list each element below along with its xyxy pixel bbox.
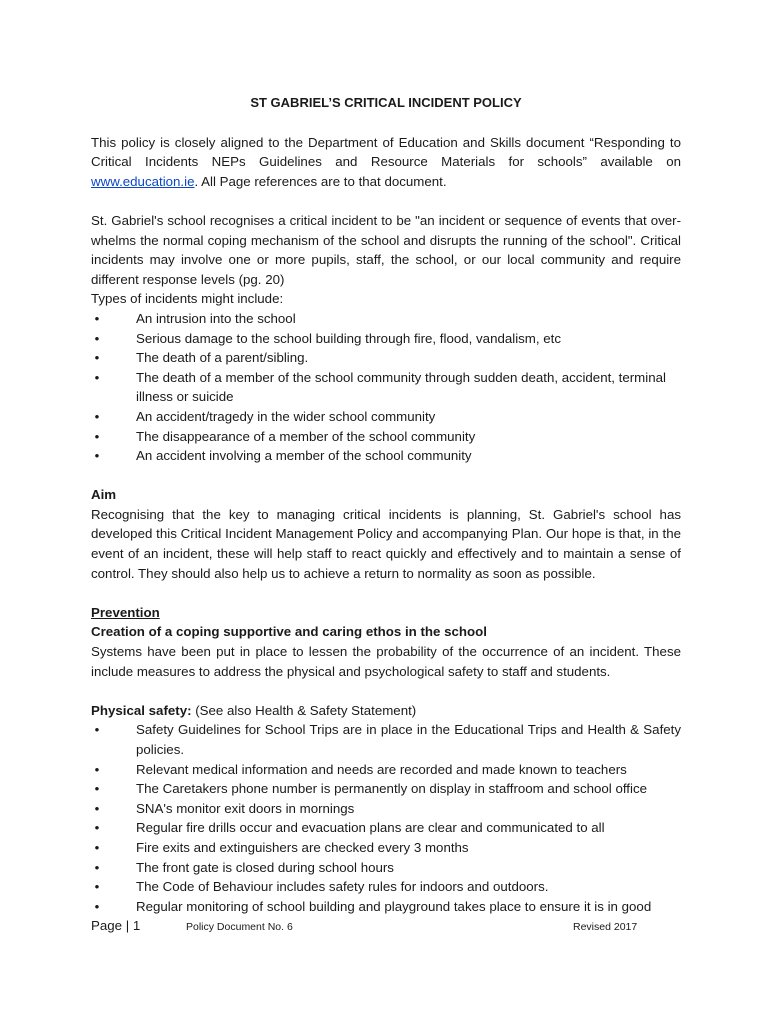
list-item-text: Regular monitoring of school building and playground takes place to ensure it is in good [136,898,652,914]
revision-date: Revised 2017 [573,921,638,933]
bullet-icon: • [94,898,100,914]
bullet-icon: • [94,408,100,424]
bullet-icon: • [94,800,100,816]
list-item-text: The disappearance of a member of the school community [136,428,476,444]
prevention-paragraph: Systems have been put in place to lessen the probability of the occurrence of an incident. These include measures to address the physical and psychological safety to staff and students. [91,644,681,679]
list-item [91,858,681,878]
bullet-icon: • [94,722,100,738]
bullet-icon: • [94,820,100,836]
intro-paragraph [91,133,681,192]
bullet-icon: • [94,428,100,444]
list-item [91,368,681,407]
list-item [91,407,681,427]
bullet-icon: • [94,448,100,464]
physical-safety-heading [91,701,681,721]
bullet-icon: • [94,350,100,366]
document-page [91,93,681,916]
bullet-icon: • [94,330,100,346]
incident-types-list [91,309,681,466]
list-item-text: The Caretakers phone number is permanently on display in staffroom and school office [136,781,647,797]
list-item [91,799,681,819]
page-number: Page | 1 [91,918,141,933]
list-item-text: An accident/tragedy in the wider school community [136,408,436,424]
list-item [91,877,681,897]
list-item-text: Serious damage to the school building through fire, flood, vandalism, etc [136,330,562,346]
physical-safety-label: Physical safety: [91,702,192,718]
list-item-text: Regular fire drills occur and evacuation plans are clear and communicated to all [136,820,605,836]
list-item-text: An intrusion into the school [136,310,296,326]
list-item [91,818,681,838]
list-item-text: SNA's monitor exit doors in mornings [136,800,355,816]
document-number: Policy Document No. 6 [186,921,293,933]
prevention-subheading: Creation of a coping supportive and caring ethos in the school [91,624,487,640]
page-title: ST GABRIEL’S CRITICAL INCIDENT POLICY [250,95,522,110]
intro-text-end: . All Page references are to that document. [194,173,447,189]
list-item-text: The front gate is closed during school hours [136,859,394,875]
bullet-icon: • [94,761,100,777]
list-item [91,446,681,466]
bullet-icon: • [94,839,100,855]
list-item-text: The Code of Behaviour includes safety rules for indoors and outdoors. [136,879,549,895]
list-item [91,348,681,368]
list-item [91,329,681,349]
list-item [91,897,681,917]
aim-heading: Aim [91,487,117,503]
physical-safety-list [91,720,681,916]
list-item [91,760,681,780]
bullet-icon: • [94,859,100,875]
types-heading: Types of incidents might include: [91,291,284,307]
list-item [91,720,681,759]
bullet-icon: • [94,310,100,326]
physical-safety-note: (See also Health & Safety Statement) [191,702,417,718]
list-item [91,838,681,858]
list-item-text: An accident involving a member of the school community [136,448,472,464]
list-item-text: Relevant medical information and needs are recorded and made known to teachers [136,761,627,777]
education-link[interactable]: www.education.ie [91,173,195,189]
bullet-icon: • [94,781,100,797]
list-item-text: Safety Guidelines for School Trips are in place in the Educational Trips and Health & Safety policies. [136,722,681,757]
page-footer [91,916,651,936]
recognition-paragraph: St. Gabriel's school recognises a critical incident to be "an incident or sequence of events that over-whelms the normal coping mechanism of the school and disrupts the running of the school". Critical incidents may involve one or more pupils, staff, the school, or our local community and require different response levels (pg. 20) [91,212,681,287]
list-item [91,779,681,799]
prevention-heading: Prevention [91,604,160,620]
list-item [91,427,681,447]
aim-paragraph: Recognising that the key to managing critical incidents is planning, St. Gabriel's school has developed this Critical Incident Management Policy and accompanying Plan. Our hope is that, in the event of an incident, these will help staff to react quickly and effectively and to maintain a sense of control. They should also help us to achieve a return to normality as soon as possible. [91,506,681,581]
list-item [91,309,681,329]
intro-text: This policy is closely aligned to the Department of Education and Skills document “Responding to Critical Incidents NEPs Guidelines and Resource Materials for schools” available on [91,134,681,170]
list-item-text: Fire exits and extinguishers are checked every 3 months [136,839,469,855]
bullet-icon: • [94,879,100,895]
bullet-icon: • [94,369,100,385]
list-item-text: The death of a parent/sibling. [136,350,309,366]
list-item-text: The death of a member of the school community through sudden death, accident, terminal illness or suicide [136,369,666,405]
